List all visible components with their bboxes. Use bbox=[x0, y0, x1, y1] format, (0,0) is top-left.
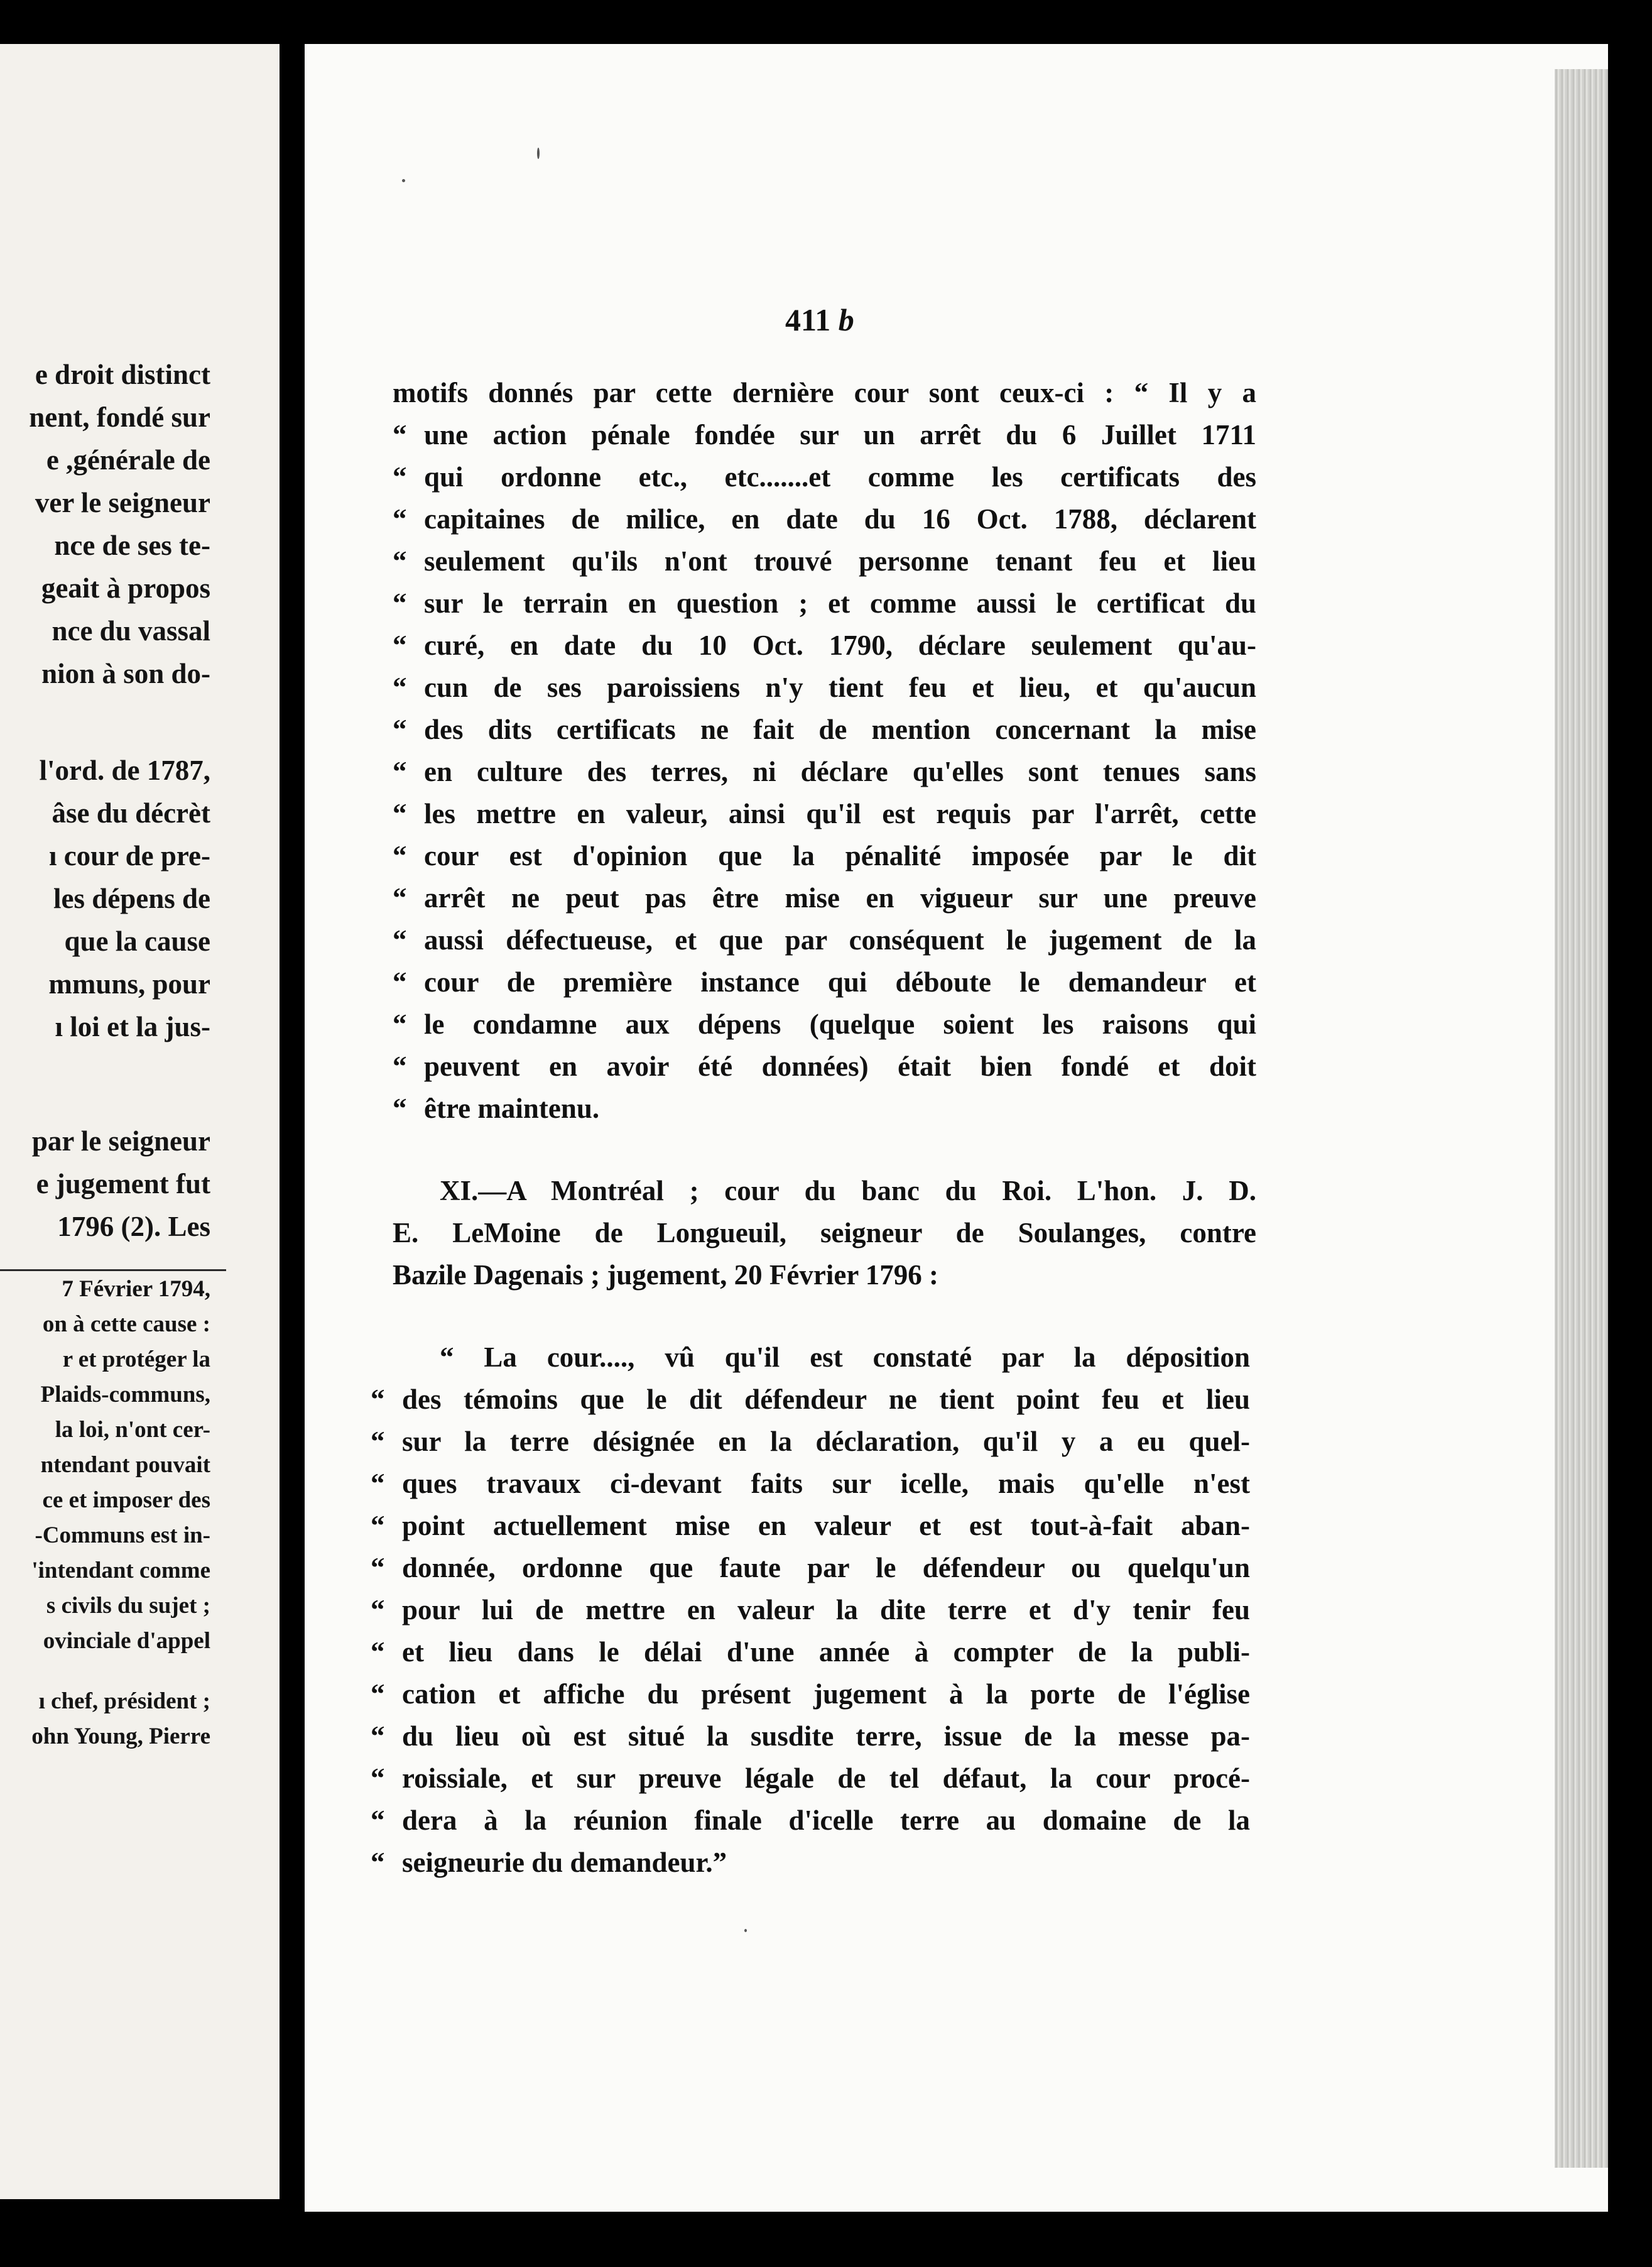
quoted-line bbox=[371, 1675, 1250, 1713]
quoted-line bbox=[393, 753, 1256, 790]
quoted-line bbox=[393, 963, 1256, 1001]
quote-mark: “ bbox=[371, 1720, 385, 1752]
quote-mark: “ bbox=[393, 503, 407, 535]
page-number-value: 411 bbox=[785, 302, 831, 337]
quote-mark: “ bbox=[371, 1762, 385, 1794]
left-page-line: nce du vassal bbox=[52, 615, 210, 647]
left-footnote-line: -Communs est in- bbox=[35, 1522, 210, 1548]
scan-speck bbox=[402, 179, 405, 182]
quote-mark: “ bbox=[393, 756, 407, 787]
quote-mark: “ bbox=[393, 672, 407, 703]
quote-mark: “ bbox=[393, 714, 407, 745]
quoted-line-text: qui ordonne etc., etc.......et comme les certificats des bbox=[424, 461, 1256, 493]
quoted-line-text: cun de ses paroissiens n'y tient feu et lieu, et qu'aucun bbox=[424, 672, 1256, 703]
quoted-line-text: cour de première instance qui déboute le demandeur et bbox=[424, 966, 1256, 998]
quote-mark: “ bbox=[393, 419, 407, 451]
quote-mark: “ bbox=[393, 545, 407, 577]
quote-mark: “ bbox=[371, 1805, 385, 1836]
right-page bbox=[305, 44, 1608, 2212]
quoted-line bbox=[393, 795, 1256, 833]
quoted-line-text: donnée, ordonne que faute par le défendeur ou quelqu'un bbox=[402, 1552, 1250, 1583]
quoted-line-text: être maintenu. bbox=[424, 1093, 600, 1124]
left-footnote-line: ovinciale d'appel bbox=[43, 1628, 210, 1654]
quoted-line bbox=[393, 626, 1256, 664]
quoted-line bbox=[371, 1801, 1250, 1839]
left-page-line: que la cause bbox=[64, 926, 210, 957]
quoted-line bbox=[393, 1047, 1256, 1085]
quote-mark: “ bbox=[371, 1426, 385, 1457]
quoted-line-text: des dits certificats ne fait de mention concernant la mise bbox=[424, 714, 1256, 745]
left-footnote-line: Plaids-communs, bbox=[40, 1382, 210, 1407]
left-page-line: 1796 (2). Les bbox=[57, 1211, 210, 1242]
page-edge-shading bbox=[1555, 69, 1608, 2168]
quote-mark: “ bbox=[393, 587, 407, 619]
left-page-line: nent, fondé sur bbox=[29, 402, 210, 433]
left-footnote-line: la loi, n'ont cer- bbox=[55, 1417, 210, 1443]
quoted-line-text: une action pénale fondée sur un arrêt du 6 Juillet 1711 bbox=[424, 419, 1256, 451]
quote-mark: “ bbox=[371, 1636, 385, 1668]
quoted-line bbox=[371, 1633, 1250, 1671]
quote-mark: “ bbox=[393, 840, 407, 871]
quoted-line-text: curé, en date du 10 Oct. 1790, déclare seulement qu'au- bbox=[424, 630, 1256, 661]
left-footnote-line: ı chef, président ; bbox=[38, 1688, 210, 1714]
quote-mark: “ bbox=[393, 966, 407, 998]
quoted-line bbox=[393, 837, 1256, 875]
paragraph-line: Bazile Dagenais ; jugement, 20 Février 1796 : bbox=[393, 1259, 938, 1291]
quoted-line bbox=[371, 1717, 1250, 1755]
quoted-line bbox=[371, 1380, 1250, 1418]
quote-mark: “ bbox=[393, 1093, 407, 1124]
quoted-line-text: cour est d'opinion que la pénalité imposée par le dit bbox=[424, 840, 1256, 871]
left-footnote-line: ntendant pouvait bbox=[40, 1452, 210, 1478]
scan-speck bbox=[537, 148, 540, 159]
quote-mark: “ bbox=[393, 882, 407, 914]
quoted-line bbox=[393, 458, 1256, 496]
quote-mark: “ bbox=[371, 1847, 385, 1878]
quoted-line bbox=[393, 500, 1256, 538]
quoted-line bbox=[371, 1423, 1250, 1460]
left-page-line: âse du décrèt bbox=[52, 797, 210, 829]
paragraph-line: XI.—A Montréal ; cour du banc du Roi. L'hon. J. D. bbox=[440, 1175, 1256, 1206]
left-page-line: ı loi et la jus- bbox=[55, 1011, 210, 1042]
quoted-line-text: arrêt ne peut pas être mise en vigueur sur une preuve bbox=[424, 882, 1256, 914]
footnote-rule bbox=[0, 1269, 226, 1271]
left-footnote-line: r et protéger la bbox=[62, 1347, 210, 1372]
quoted-line bbox=[393, 879, 1256, 917]
quoted-line-text: pour lui de mettre en valeur la dite terre et d'y tenir feu bbox=[402, 1594, 1250, 1625]
quoted-line bbox=[371, 1507, 1250, 1544]
quote-mark: “ bbox=[393, 798, 407, 829]
quoted-line bbox=[371, 1591, 1250, 1629]
paragraph-line: motifs donnés par cette dernière cour sont ceux-ci : “ Il y a bbox=[393, 377, 1256, 408]
quoted-line-text: sur le terrain en question ; et comme aussi le certificat du bbox=[424, 587, 1256, 619]
quoted-line-text: peuvent en avoir été données) était bien fondé et doit bbox=[424, 1051, 1256, 1082]
left-page-line: nce de ses te- bbox=[54, 530, 210, 561]
quoted-line bbox=[393, 584, 1256, 622]
quoted-line-text: sur la terre désignée en la déclaration, qu'il y a eu quel- bbox=[402, 1426, 1250, 1457]
quote-mark: “ bbox=[371, 1510, 385, 1541]
left-page-line: l'ord. de 1787, bbox=[39, 755, 210, 786]
left-page-line: ı cour de pre- bbox=[48, 840, 210, 871]
left-page-line: mmuns, pour bbox=[48, 968, 210, 1000]
quoted-line-text: et lieu dans le délai d'une année à compter de la publi- bbox=[402, 1636, 1250, 1668]
left-footnote-line: 'intendant comme bbox=[31, 1558, 210, 1583]
left-page-line: geait à propos bbox=[41, 572, 210, 604]
quoted-line-text: point actuellement mise en valeur et est tout-à-fait aban- bbox=[402, 1510, 1250, 1541]
quote-mark: “ bbox=[371, 1384, 385, 1415]
left-page-line: ver le seigneur bbox=[35, 487, 210, 518]
scan-speck bbox=[744, 1929, 747, 1932]
quote-mark: “ bbox=[371, 1678, 385, 1710]
quoted-line bbox=[393, 1005, 1256, 1043]
quoted-line-text: aussi défectueuse, et que par conséquent le jugement de la bbox=[424, 924, 1256, 956]
quote-mark: “ bbox=[393, 924, 407, 956]
paragraph-line: “ La cour...., vû qu'il est constaté par la déposition bbox=[440, 1341, 1250, 1373]
quoted-line bbox=[393, 669, 1256, 706]
left-page-line: e jugement fut bbox=[36, 1168, 210, 1199]
left-footnote-line: 7 Février 1794, bbox=[62, 1276, 210, 1302]
left-page-line: par le seigneur bbox=[31, 1125, 210, 1157]
quoted-line bbox=[393, 416, 1256, 454]
quote-mark: “ bbox=[393, 1051, 407, 1082]
left-page-line: e droit distinct bbox=[35, 359, 210, 390]
quoted-line bbox=[371, 1844, 1250, 1881]
quoted-line bbox=[371, 1759, 1250, 1797]
page-number-suffix: b bbox=[838, 302, 854, 337]
quoted-line-text: ques travaux ci-devant faits sur icelle, mais qu'elle n'est bbox=[402, 1468, 1250, 1499]
quoted-line bbox=[371, 1465, 1250, 1502]
quoted-line-text: le condamne aux dépens (quelque soient les raisons qui bbox=[424, 1008, 1256, 1040]
quoted-line bbox=[393, 711, 1256, 748]
left-page-line: les dépens de bbox=[53, 883, 210, 914]
quoted-line-text: en culture des terres, ni déclare qu'elles sont tenues sans bbox=[424, 756, 1256, 787]
left-footnote-line: ohn Young, Pierre bbox=[31, 1723, 210, 1749]
left-footnote-line: ce et imposer des bbox=[42, 1487, 210, 1513]
quoted-line-text: dera à la réunion finale d'icelle terre au domaine de la bbox=[402, 1805, 1250, 1836]
quoted-line-text: seigneurie du demandeur.” bbox=[402, 1847, 727, 1878]
quoted-line-text: des témoins que le dit défendeur ne tient point feu et lieu bbox=[402, 1384, 1250, 1415]
left-page-line: nion à son do- bbox=[41, 658, 210, 689]
quote-mark: “ bbox=[371, 1594, 385, 1625]
quote-mark: “ bbox=[393, 1008, 407, 1040]
quoted-line-text: du lieu où est situé la susdite terre, issue de la messe pa- bbox=[402, 1720, 1250, 1752]
quoted-line bbox=[393, 1090, 1256, 1127]
quote-mark: “ bbox=[393, 461, 407, 493]
page-number bbox=[785, 302, 911, 338]
paragraph-line: E. LeMoine de Longueuil, seigneur de Soulanges, contre bbox=[393, 1217, 1256, 1248]
left-footnote-line: on à cette cause : bbox=[42, 1311, 210, 1337]
left-footnote-line: s civils du sujet ; bbox=[46, 1593, 210, 1619]
quoted-line bbox=[393, 921, 1256, 959]
quote-mark: “ bbox=[371, 1468, 385, 1499]
quoted-line bbox=[371, 1549, 1250, 1587]
quote-mark: “ bbox=[393, 630, 407, 661]
quoted-line-text: roissiale, et sur preuve légale de tel défaut, la cour procé- bbox=[402, 1762, 1250, 1794]
quote-mark: “ bbox=[371, 1552, 385, 1583]
quoted-line-text: capitaines de milice, en date du 16 Oct. 1788, déclarent bbox=[424, 503, 1256, 535]
quoted-line bbox=[393, 542, 1256, 580]
left-facing-page bbox=[0, 44, 280, 2199]
quoted-line-text: cation et affiche du présent jugement à la porte de l'église bbox=[402, 1678, 1250, 1710]
left-page-line: e ,générale de bbox=[46, 444, 210, 476]
quoted-line-text: seulement qu'ils n'ont trouvé personne tenant feu et lieu bbox=[424, 545, 1256, 577]
quoted-line-text: les mettre en valeur, ainsi qu'il est requis par l'arrêt, cette bbox=[424, 798, 1256, 829]
